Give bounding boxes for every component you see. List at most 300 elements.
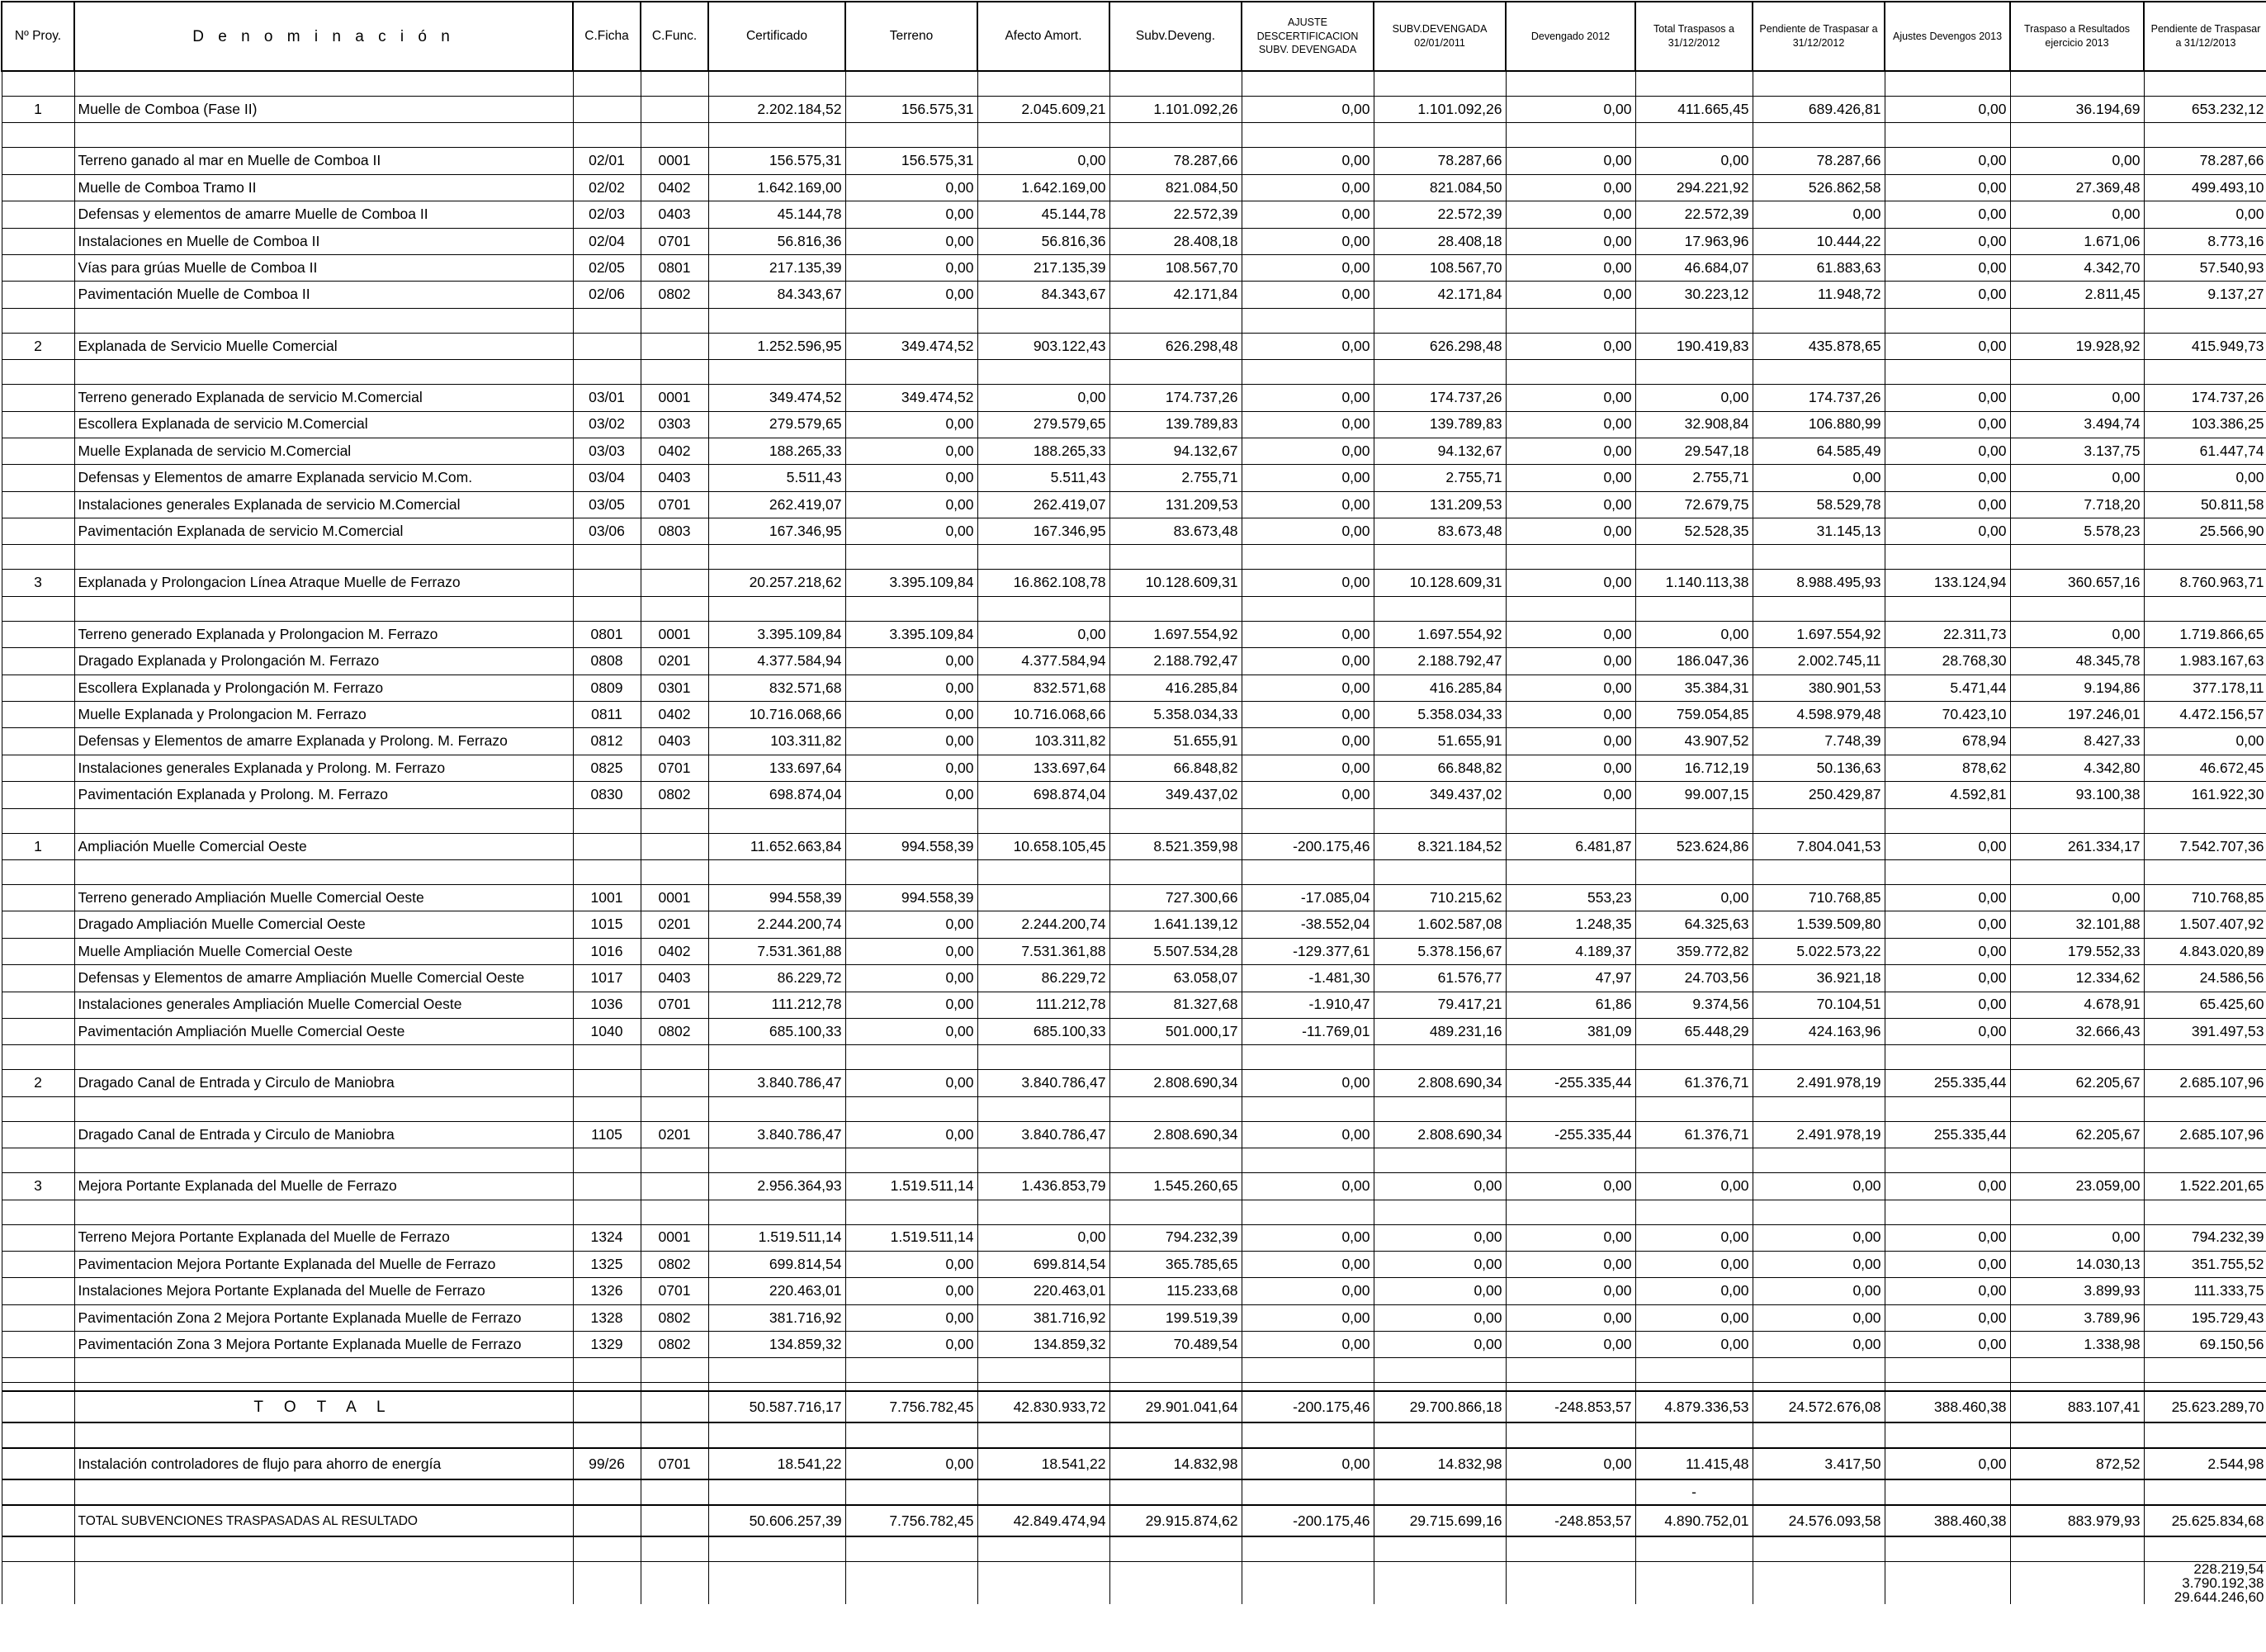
table-cell: Instalación controladores de flujo para ahorro de energía bbox=[74, 1448, 573, 1479]
table-cell: 0,00 bbox=[1885, 148, 2010, 174]
table-cell: 62.205,67 bbox=[2010, 1121, 2144, 1148]
table-cell bbox=[2, 254, 74, 281]
table-cell: 653.232,12 bbox=[2144, 97, 2266, 123]
table-cell bbox=[641, 833, 708, 859]
table-cell: Pavimentación Explanada de servicio M.Comercial bbox=[74, 518, 573, 545]
table-cell bbox=[2, 1121, 74, 1148]
table-cell: 2.755,71 bbox=[1109, 465, 1242, 491]
table-cell bbox=[2, 465, 74, 491]
table-cell bbox=[2, 282, 74, 308]
empty-cell bbox=[1506, 308, 1635, 333]
empty-cell bbox=[1506, 1383, 1635, 1392]
empty-cell bbox=[708, 360, 845, 385]
table-cell: 0802 bbox=[641, 1018, 708, 1044]
table-cell: 0,00 bbox=[1885, 385, 2010, 411]
empty-cell bbox=[573, 1200, 641, 1224]
table-cell: 359.772,82 bbox=[1635, 938, 1753, 964]
table-cell: 11.948,72 bbox=[1753, 282, 1885, 308]
table-cell: 0,00 bbox=[845, 491, 977, 518]
empty-cell bbox=[1635, 1383, 1753, 1392]
table-cell: 349.474,52 bbox=[845, 385, 977, 411]
empty-cell bbox=[1506, 123, 1635, 148]
table-row bbox=[2, 201, 2266, 228]
table-cell: 28.768,30 bbox=[1885, 648, 2010, 675]
empty-cell bbox=[1635, 1590, 1753, 1604]
empty-cell bbox=[708, 1562, 845, 1577]
empty-cell bbox=[845, 596, 977, 621]
empty-cell bbox=[74, 545, 573, 570]
table-cell: 0,00 bbox=[1242, 148, 1374, 174]
table-cell: 0,00 bbox=[1506, 755, 1635, 781]
table-cell bbox=[2, 385, 74, 411]
table-cell: 2.045.609,21 bbox=[977, 97, 1109, 123]
table-cell bbox=[2, 1018, 74, 1044]
table-cell: 10.716.068,66 bbox=[977, 702, 1109, 728]
table-cell: Vías para grúas Muelle de Comboa II bbox=[74, 254, 573, 281]
table-cell: 1326 bbox=[573, 1278, 641, 1304]
table-cell: 0,00 bbox=[1242, 1173, 1374, 1200]
empty-cell bbox=[977, 1200, 1109, 1224]
table-cell: 78.287,66 bbox=[1753, 148, 1885, 174]
table-cell: 0,00 bbox=[845, 1304, 977, 1331]
table-cell: 51.655,91 bbox=[1374, 728, 1506, 755]
empty-cell bbox=[708, 545, 845, 570]
spacer-row bbox=[2, 1422, 2266, 1448]
table-cell: 821.084,50 bbox=[1374, 174, 1506, 201]
table-cell: 115.233,68 bbox=[1109, 1278, 1242, 1304]
table-cell: 0701 bbox=[641, 1278, 708, 1304]
table-cell: 46.672,45 bbox=[2144, 755, 2266, 781]
empty-cell bbox=[2, 545, 74, 570]
empty-cell bbox=[1753, 360, 1885, 385]
table-cell: 8.427,33 bbox=[2010, 728, 2144, 755]
table-cell: 217.135,39 bbox=[977, 254, 1109, 281]
table-cell: 0001 bbox=[641, 148, 708, 174]
table-cell: 994.558,39 bbox=[845, 884, 977, 911]
table-cell: Defensas y Elementos de amarre Explanada y Prolong. M. Ferrazo bbox=[74, 728, 573, 755]
table-cell: 0,00 bbox=[1885, 254, 2010, 281]
table-cell bbox=[2, 148, 74, 174]
table-cell: Explanada de Servicio Muelle Comercial bbox=[74, 333, 573, 359]
empty-cell bbox=[573, 1045, 641, 1070]
empty-cell bbox=[1635, 1045, 1753, 1070]
table-cell: 0802 bbox=[641, 782, 708, 808]
empty-cell bbox=[1753, 596, 1885, 621]
table-cell: Terreno Mejora Portante Explanada del Muelle de Ferrazo bbox=[74, 1224, 573, 1251]
empty-cell bbox=[573, 1148, 641, 1173]
empty-cell bbox=[1885, 596, 2010, 621]
table-cell: 24.703,56 bbox=[1635, 965, 1753, 992]
table-cell: 0,00 bbox=[2144, 728, 2266, 755]
table-cell: - bbox=[1635, 1479, 1753, 1505]
table-cell: 0,00 bbox=[1242, 675, 1374, 701]
table-cell: 64.585,49 bbox=[1753, 438, 1885, 464]
table-cell: 0402 bbox=[641, 938, 708, 964]
empty-cell bbox=[2144, 1422, 2266, 1448]
empty-cell bbox=[1635, 1576, 1753, 1590]
table-cell bbox=[573, 1479, 641, 1505]
table-cell: 0,00 bbox=[1242, 1304, 1374, 1331]
table-row bbox=[2, 333, 2266, 359]
table-cell: 0,00 bbox=[1753, 465, 1885, 491]
table-cell: 262.419,07 bbox=[708, 491, 845, 518]
empty-cell bbox=[977, 1383, 1109, 1392]
empty-cell bbox=[1506, 1096, 1635, 1121]
empty-cell bbox=[1506, 596, 1635, 621]
table-cell: 7.804.041,53 bbox=[1753, 833, 1885, 859]
empty-cell bbox=[1635, 1148, 1753, 1173]
empty-cell bbox=[1242, 808, 1374, 833]
header-cell-ficha: C.Ficha bbox=[573, 2, 641, 71]
header-cell-subv-devengada: SUBV.DEVENGADA 02/01/2011 bbox=[1374, 2, 1506, 71]
table-cell: 0,00 bbox=[1885, 833, 2010, 859]
table-cell: 3 bbox=[2, 570, 74, 596]
table-cell: 0802 bbox=[641, 1332, 708, 1358]
empty-cell bbox=[708, 1096, 845, 1121]
table-cell: 03/02 bbox=[573, 411, 641, 438]
empty-cell bbox=[1374, 123, 1506, 148]
empty-cell bbox=[1242, 308, 1374, 333]
table-cell: 0,00 bbox=[845, 755, 977, 781]
table-cell: 0809 bbox=[573, 675, 641, 701]
header-cell-denominacion: D e n o m i n a c i ó n bbox=[74, 2, 573, 71]
table-cell: 0,00 bbox=[845, 1070, 977, 1096]
empty-cell bbox=[2144, 596, 2266, 621]
table-cell: 56.816,36 bbox=[708, 228, 845, 254]
table-cell: -200.175,46 bbox=[1242, 1505, 1374, 1536]
empty-cell bbox=[2, 360, 74, 385]
empty-cell bbox=[1753, 71, 1885, 97]
table-row bbox=[2, 1251, 2266, 1277]
table-cell bbox=[2, 228, 74, 254]
table-cell: 0,00 bbox=[977, 148, 1109, 174]
empty-cell bbox=[1506, 1536, 1635, 1562]
table-cell: 5.507.534,28 bbox=[1109, 938, 1242, 964]
subsidies-table bbox=[1, 1, 2266, 1604]
table-cell: 10.716.068,66 bbox=[708, 702, 845, 728]
table-cell: 794.232,39 bbox=[2144, 1224, 2266, 1251]
empty-cell bbox=[2010, 596, 2144, 621]
table-cell: 0802 bbox=[641, 282, 708, 308]
table-cell: 0830 bbox=[573, 782, 641, 808]
table-cell: 0,00 bbox=[845, 728, 977, 755]
table-cell: 0403 bbox=[641, 465, 708, 491]
table-cell: 0,00 bbox=[2010, 385, 2144, 411]
table-cell: 4.879.336,53 bbox=[1635, 1391, 1753, 1422]
spacer-row bbox=[2, 1200, 2266, 1224]
table-cell: 883.979,93 bbox=[2010, 1505, 2144, 1536]
table-cell: 50.811,58 bbox=[2144, 491, 2266, 518]
table-cell: 42.171,84 bbox=[1374, 282, 1506, 308]
empty-cell bbox=[845, 1576, 977, 1590]
table-cell: Muelle Ampliación Muelle Comercial Oeste bbox=[74, 938, 573, 964]
empty-cell bbox=[641, 1536, 708, 1562]
table-cell: 0,00 bbox=[1506, 782, 1635, 808]
table-cell bbox=[573, 333, 641, 359]
header-cell-ajuste: AJUSTE DESCERTIFICACION SUBV. DEVENGADA bbox=[1242, 2, 1374, 71]
table-cell: 32.101,88 bbox=[2010, 911, 2144, 938]
empty-cell bbox=[573, 1576, 641, 1590]
empty-cell bbox=[977, 1536, 1109, 1562]
table-cell: 0,00 bbox=[1753, 1224, 1885, 1251]
empty-cell bbox=[1635, 360, 1753, 385]
empty-cell bbox=[2, 1045, 74, 1070]
empty-cell bbox=[573, 123, 641, 148]
empty-cell bbox=[74, 859, 573, 884]
table-cell: Pavimentación Zona 3 Mejora Portante Explanada Muelle de Ferrazo bbox=[74, 1332, 573, 1358]
table-row bbox=[2, 228, 2266, 254]
empty-cell bbox=[977, 1576, 1109, 1590]
table-cell: 0,00 bbox=[1242, 1448, 1374, 1479]
table-cell: 14.832,98 bbox=[1374, 1448, 1506, 1479]
table-cell: 16.712,19 bbox=[1635, 755, 1753, 781]
empty-cell bbox=[1506, 1358, 1635, 1383]
table-cell: 1.539.509,80 bbox=[1753, 911, 1885, 938]
table-cell: 139.789,83 bbox=[1374, 411, 1506, 438]
empty-cell bbox=[1109, 360, 1242, 385]
empty-cell bbox=[74, 1536, 573, 1562]
table-cell: 1.519.511,14 bbox=[708, 1224, 845, 1251]
table-cell bbox=[573, 1173, 641, 1200]
empty-cell bbox=[708, 1045, 845, 1070]
table-cell: 220.463,01 bbox=[977, 1278, 1109, 1304]
table-cell: 0825 bbox=[573, 755, 641, 781]
empty-cell bbox=[1885, 71, 2010, 97]
spacer-row bbox=[2, 545, 2266, 570]
table-cell: 499.493,10 bbox=[2144, 174, 2266, 201]
table-cell: 2.685.107,96 bbox=[2144, 1070, 2266, 1096]
table-cell: 0,00 bbox=[1506, 201, 1635, 228]
table-cell: 190.419,83 bbox=[1635, 333, 1753, 359]
table-cell: 0,00 bbox=[1374, 1173, 1506, 1200]
table-cell: 416.285,84 bbox=[1374, 675, 1506, 701]
empty-cell bbox=[1242, 1562, 1374, 1577]
empty-cell bbox=[708, 808, 845, 833]
table-cell: 0001 bbox=[641, 385, 708, 411]
empty-cell bbox=[1635, 71, 1753, 97]
table-body bbox=[2, 71, 2266, 1604]
table-cell: 388.460,38 bbox=[1885, 1391, 2010, 1422]
table-cell: 7.748,39 bbox=[1753, 728, 1885, 755]
table-cell: 0,00 bbox=[1753, 1173, 1885, 1200]
table-cell: 108.567,70 bbox=[1374, 254, 1506, 281]
table-cell: 03/03 bbox=[573, 438, 641, 464]
table-cell: 1.545.260,65 bbox=[1109, 1173, 1242, 1200]
empty-cell bbox=[74, 1422, 573, 1448]
table-cell: 0,00 bbox=[1506, 675, 1635, 701]
table-cell: 86.229,72 bbox=[708, 965, 845, 992]
spacer-row bbox=[2, 123, 2266, 148]
table-cell: 83.673,48 bbox=[1109, 518, 1242, 545]
footer-value: 29.644.246,60 bbox=[2144, 1590, 2266, 1604]
table-cell: 0,00 bbox=[1635, 385, 1753, 411]
table-cell: 02/06 bbox=[573, 282, 641, 308]
table-cell: 111.212,78 bbox=[977, 992, 1109, 1018]
empty-cell bbox=[1374, 545, 1506, 570]
empty-cell bbox=[1109, 1148, 1242, 1173]
table-cell: 0,00 bbox=[845, 1251, 977, 1277]
table-cell: 94.132,67 bbox=[1109, 438, 1242, 464]
empty-cell bbox=[1374, 1576, 1506, 1590]
table-cell: 994.558,39 bbox=[708, 884, 845, 911]
empty-cell bbox=[573, 808, 641, 833]
table-cell: Dragado Canal de Entrada y Circulo de Maniobra bbox=[74, 1070, 573, 1096]
empty-cell bbox=[1374, 808, 1506, 833]
table-cell: 0,00 bbox=[1885, 1304, 2010, 1331]
table-cell: 710.215,62 bbox=[1374, 884, 1506, 911]
footer-row bbox=[2, 1576, 2266, 1590]
empty-cell bbox=[2010, 1562, 2144, 1577]
empty-cell bbox=[74, 1358, 573, 1383]
table-cell: 0,00 bbox=[2010, 884, 2144, 911]
table-cell: 45.144,78 bbox=[977, 201, 1109, 228]
empty-cell bbox=[2, 1576, 74, 1590]
table-cell: 0,00 bbox=[1506, 1332, 1635, 1358]
table-cell: 872,52 bbox=[2010, 1448, 2144, 1479]
table-cell: 0201 bbox=[641, 1121, 708, 1148]
empty-cell bbox=[1109, 1096, 1242, 1121]
table-cell bbox=[2, 992, 74, 1018]
table-cell bbox=[641, 333, 708, 359]
table-cell: 0,00 bbox=[977, 621, 1109, 647]
table-cell: 156.575,31 bbox=[708, 148, 845, 174]
table-cell: 0,00 bbox=[1885, 1251, 2010, 1277]
empty-cell bbox=[2144, 1200, 2266, 1224]
empty-cell bbox=[845, 71, 977, 97]
spacer-row bbox=[2, 1045, 2266, 1070]
table-cell: 139.789,83 bbox=[1109, 411, 1242, 438]
table-cell: 0,00 bbox=[1242, 1332, 1374, 1358]
table-cell: 388.460,38 bbox=[1885, 1505, 2010, 1536]
header-cell-certificado: Certificado bbox=[708, 2, 845, 71]
table-cell: 489.231,16 bbox=[1374, 1018, 1506, 1044]
table-cell: 0,00 bbox=[1506, 570, 1635, 596]
table-cell: 28.408,18 bbox=[1374, 228, 1506, 254]
table-cell: 1.507.407,92 bbox=[2144, 911, 2266, 938]
empty-cell bbox=[1109, 1576, 1242, 1590]
empty-cell bbox=[2144, 71, 2266, 97]
table-cell bbox=[2, 1391, 74, 1422]
table-cell: 0701 bbox=[641, 228, 708, 254]
table-cell: 0,00 bbox=[845, 201, 977, 228]
empty-cell bbox=[573, 1562, 641, 1577]
table-cell: 81.327,68 bbox=[1109, 992, 1242, 1018]
table-cell: 0808 bbox=[573, 648, 641, 675]
empty-cell bbox=[708, 1383, 845, 1392]
empty-cell bbox=[1885, 1358, 2010, 1383]
table-cell: 9.374,56 bbox=[1635, 992, 1753, 1018]
table-cell: 1.641.139,12 bbox=[1109, 911, 1242, 938]
header-cell-ajustes-2013: Ajustes Devengos 2013 bbox=[1885, 2, 2010, 71]
table-cell: 30.223,12 bbox=[1635, 282, 1753, 308]
empty-cell bbox=[2144, 1045, 2266, 1070]
empty-cell bbox=[977, 123, 1109, 148]
empty-cell bbox=[2144, 1358, 2266, 1383]
table-cell: 0,00 bbox=[1242, 491, 1374, 518]
empty-cell bbox=[1242, 1096, 1374, 1121]
empty-cell bbox=[74, 123, 573, 148]
empty-cell bbox=[1753, 859, 1885, 884]
table-cell: 0,00 bbox=[1506, 254, 1635, 281]
empty-cell bbox=[1753, 1383, 1885, 1392]
table-cell: 11.652.663,84 bbox=[708, 833, 845, 859]
table-cell: 0701 bbox=[641, 992, 708, 1018]
table-row bbox=[2, 1224, 2266, 1251]
empty-cell bbox=[1374, 308, 1506, 333]
empty-cell bbox=[1242, 1422, 1374, 1448]
table-cell: 8.773,16 bbox=[2144, 228, 2266, 254]
table-cell: 14.832,98 bbox=[1109, 1448, 1242, 1479]
empty-cell bbox=[1374, 596, 1506, 621]
table-cell: 0,00 bbox=[845, 174, 977, 201]
table-cell: 4.189,37 bbox=[1506, 938, 1635, 964]
table-cell: 58.529,78 bbox=[1753, 491, 1885, 518]
table-row bbox=[2, 675, 2266, 701]
empty-cell bbox=[845, 1536, 977, 1562]
empty-cell bbox=[573, 859, 641, 884]
table-cell: 0,00 bbox=[845, 1018, 977, 1044]
table-cell: 883.107,41 bbox=[2010, 1391, 2144, 1422]
empty-cell bbox=[2010, 1422, 2144, 1448]
table-cell bbox=[641, 1391, 708, 1422]
table-cell: 424.163,96 bbox=[1753, 1018, 1885, 1044]
table-cell: 0,00 bbox=[1242, 1251, 1374, 1277]
table-cell: 1 bbox=[2, 833, 74, 859]
table-cell: 1040 bbox=[573, 1018, 641, 1044]
table-cell: 50.606.257,39 bbox=[708, 1505, 845, 1536]
empty-cell bbox=[977, 1358, 1109, 1383]
table-cell: 0,00 bbox=[1753, 1304, 1885, 1331]
empty-cell bbox=[1506, 1148, 1635, 1173]
empty-cell bbox=[708, 1358, 845, 1383]
table-cell: 5.022.573,22 bbox=[1753, 938, 1885, 964]
empty-cell bbox=[1885, 1200, 2010, 1224]
empty-cell bbox=[641, 1200, 708, 1224]
empty-cell bbox=[977, 71, 1109, 97]
table-cell bbox=[2, 438, 74, 464]
empty-cell bbox=[641, 1590, 708, 1604]
table-cell bbox=[2, 518, 74, 545]
header-cell-subv-deveng: Subv.Deveng. bbox=[1109, 2, 1242, 71]
table-cell: 0,00 bbox=[1885, 965, 2010, 992]
table-row bbox=[2, 411, 2266, 438]
table-cell: 61.576,77 bbox=[1374, 965, 1506, 992]
empty-cell bbox=[1242, 123, 1374, 148]
empty-cell bbox=[1374, 71, 1506, 97]
table-cell: 0,00 bbox=[1506, 1251, 1635, 1277]
table-cell: 6.481,87 bbox=[1506, 833, 1635, 859]
table-cell: 167.346,95 bbox=[708, 518, 845, 545]
table-cell: 411.665,45 bbox=[1635, 97, 1753, 123]
empty-cell bbox=[1885, 1536, 2010, 1562]
table-cell: 2.755,71 bbox=[1374, 465, 1506, 491]
table-cell: 351.755,52 bbox=[2144, 1251, 2266, 1277]
table-cell bbox=[708, 1479, 845, 1505]
table-cell: 4.592,81 bbox=[1885, 782, 2010, 808]
table-cell: 99/26 bbox=[573, 1448, 641, 1479]
table-cell: 93.100,38 bbox=[2010, 782, 2144, 808]
empty-cell bbox=[2010, 71, 2144, 97]
table-cell: 27.369,48 bbox=[2010, 174, 2144, 201]
empty-cell bbox=[573, 308, 641, 333]
empty-cell bbox=[1242, 1200, 1374, 1224]
table-cell: 66.848,82 bbox=[1374, 755, 1506, 781]
table-cell: 24.572.676,08 bbox=[1753, 1391, 1885, 1422]
table-cell: 1001 bbox=[573, 884, 641, 911]
empty-cell bbox=[2, 1590, 74, 1604]
table-cell: 1.519.511,14 bbox=[845, 1173, 977, 1200]
empty-cell bbox=[845, 1383, 977, 1392]
